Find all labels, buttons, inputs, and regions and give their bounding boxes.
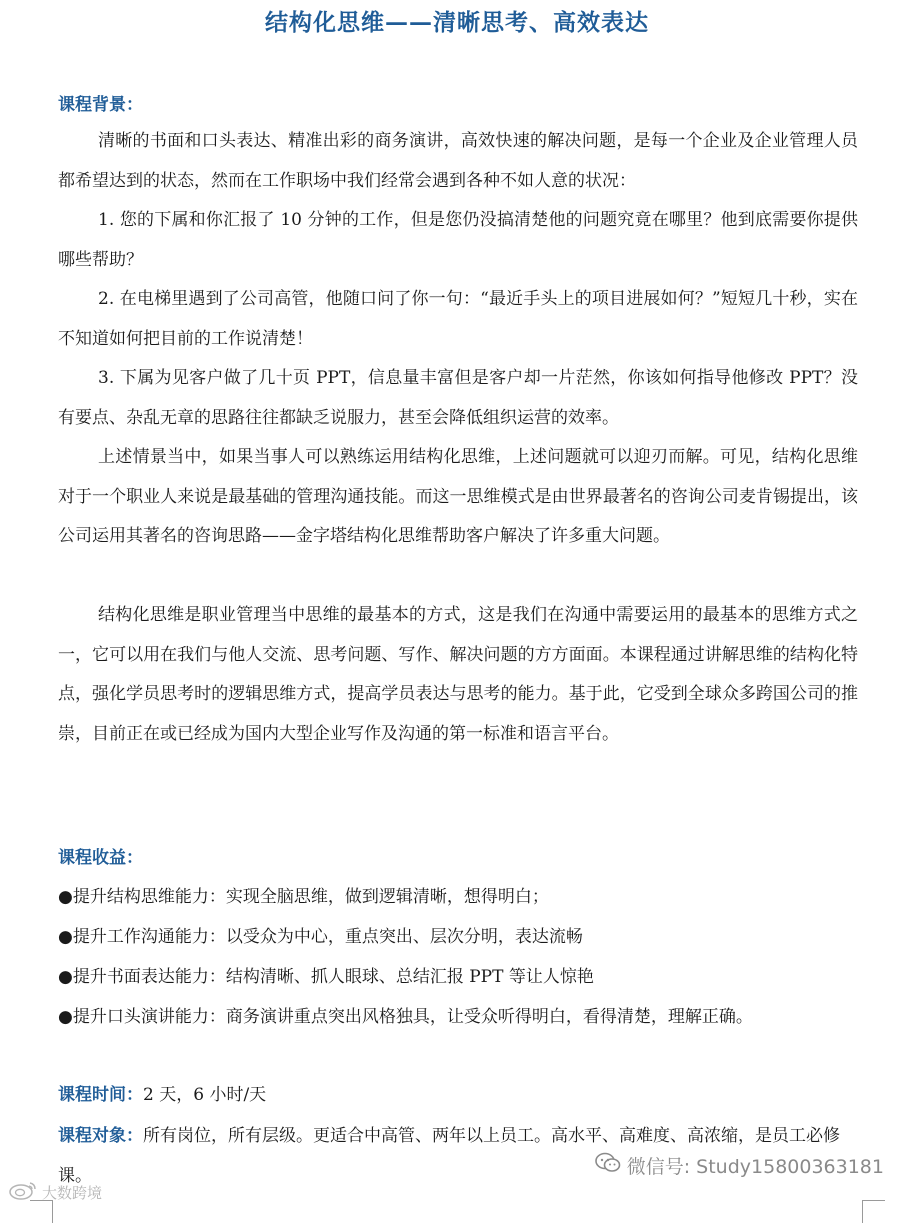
page-corner-mark-left	[30, 1200, 53, 1223]
benefit-item: ●提升书面表达能力：结构清晰、抓人眼球、总结汇报 PPT 等让人惊艳	[58, 967, 594, 987]
background-intro: 清晰的书面和口头表达、精准出彩的商务演讲，高效快速的解决问题，是每一个企业及企业管理人员都希望达到的状态，然而在工作职场中我们经常会遇到各种不如人意的状况：	[58, 131, 858, 191]
wechat-icon	[595, 1152, 621, 1179]
background-paragraph-3: 结构化思维是职业管理当中思维的最基本的方式，这是我们在沟通中需要运用的最基本的思维方式之一，它可以用在我们与他人交流、思考问题、写作、解决问题的方方面面。本课程通过讲解思维的结构化特点，强化学员思考时的逻辑思维方式，提高学员表达与思考的能力。基于此，它受到全球众多跨国公司的推崇，目前正在或已经成为国内大型企业写作及沟通的第一标准和语言平台。	[58, 605, 858, 744]
wechat-id-text: 微信号: Study15800363181	[626, 1156, 884, 1178]
benefit-item: ●提升工作沟通能力：以受众为中心，重点突出、层次分明，表达流畅	[58, 927, 583, 947]
weibo-account-text: 大数跨境	[42, 1183, 103, 1202]
course-time-value: 2 天，6 小时/天	[143, 1085, 267, 1105]
benefit-item: ●提升口头演讲能力：商务演讲重点突出风格独具，让受众听得明白，看得清楚，理解正确。	[58, 1007, 753, 1027]
background-item-3: 3. 下属为见客户做了几十页 PPT，信息量丰富但是客户却一片茫然，你该如何指导他修改 PPT？没有要点、杂乱无章的思路往往都缺乏说服力，甚至会降低组织运营的效率。	[58, 368, 858, 428]
course-time	[58, 1084, 878, 1106]
weibo-watermark	[8, 1180, 102, 1204]
course-audience-label: 课程对象：	[58, 1126, 143, 1146]
benefits-heading: 课程收益：	[58, 848, 143, 868]
background-item-1: 1. 您的下属和你汇报了 10 分钟的工作，但是您仍没搞清楚他的问题究竟在哪里？他到底需要你提供哪些帮助？	[58, 210, 858, 270]
background-paragraph-2: 上述情景当中，如果当事人可以熟练运用结构化思维，上述问题就可以迎刃而解。可见，结构化思维对于一个职业人来说是最基础的管理沟通技能。而这一思维模式是由世界最著名的咨询公司麦肯锡提出，该公司运用其著名的咨询思路——金字塔结构化思维帮助客户解决了许多重大问题。	[58, 447, 858, 546]
course-time-label: 课程时间：	[58, 1085, 143, 1105]
course-audience-value: 所有岗位，所有层级。更适合中高管、两年以上员工。高水平、高难度、高浓缩，是员工必修课。	[58, 1126, 840, 1186]
benefit-item: ●提升结构思维能力：实现全脑思维，做到逻辑清晰，想得明白；	[58, 887, 549, 907]
background-heading: 课程背景：	[58, 95, 143, 115]
page-corner-mark-right	[862, 1200, 885, 1223]
document-title: 结构化思维——清晰思考、高效表达	[265, 9, 649, 36]
background-item-2: 2. 在电梯里遇到了公司高管，他随口问了你一句：“最近手头上的项目进展如何？”短短几十秒，实在不知道如何把目前的工作说清楚！	[58, 289, 858, 349]
wechat-watermark	[595, 1152, 884, 1179]
